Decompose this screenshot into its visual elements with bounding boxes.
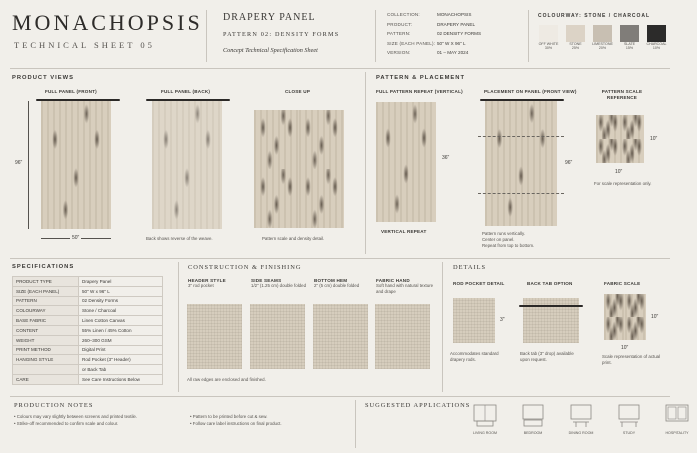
construction-bottom-hem: BOTTOM HEM 2" (5 cm) double folded <box>314 278 360 288</box>
info-row: COLLECTION: MONACHOPSIS <box>387 12 472 17</box>
section-divider <box>355 400 356 448</box>
app-study: STUDY <box>612 404 646 435</box>
spec-row: or Back Tab <box>13 365 163 375</box>
front-panel-image <box>41 101 111 229</box>
app-dining-room: DINING ROOM <box>564 404 598 435</box>
scale-reference-image <box>596 115 644 163</box>
swatch-limestone: LIMESTONE 20% <box>589 25 616 50</box>
specifications-title: SPECIFICATIONS <box>12 264 75 270</box>
brand-subtitle: TECHNICAL SHEET 05 <box>14 40 155 50</box>
fabric-scale-width: 10" <box>621 345 629 351</box>
info-row: VERSION: 01 – MAY 2024 <box>387 50 469 55</box>
info-row: PRODUCT: DRAPERY PANEL <box>387 21 476 27</box>
spec-row: PRODUCT TYPE Drapery Panel <box>13 277 163 287</box>
spec-row: WEIGHT 260–300 GSM <box>13 335 163 345</box>
app-hospitality: HOSPITALITY <box>660 404 694 435</box>
pattern-line: PATTERN 02: DENSITY FORMS <box>223 31 340 38</box>
section-divider <box>178 262 179 392</box>
app-living-room: LIVING ROOM <box>468 404 502 435</box>
bottom-hem-image <box>313 304 368 369</box>
repeat-dimension: 36" <box>442 155 450 161</box>
rod-pocket-dimension: 3" <box>500 317 505 323</box>
spec-row: CONTENT 55% Linen / 45% Cotton <box>13 325 163 335</box>
dining-room-icon <box>568 404 594 428</box>
swatch-chip <box>539 25 558 42</box>
swatch-off-white: OFF WHITE 30% <box>535 25 562 50</box>
back-label: FULL PANEL (BACK) <box>161 89 211 94</box>
app-bedroom: BEDROOM <box>516 404 550 435</box>
fabric-hand-image <box>375 304 430 369</box>
product-info <box>387 12 527 60</box>
placement-panel-image <box>485 101 557 226</box>
construction-footer: All raw edges are enclosed and finished. <box>187 377 266 382</box>
header-style-image <box>187 304 242 369</box>
width-dimension: 50" <box>72 235 80 241</box>
vertical-repeat-label: VERTICAL REPEAT <box>381 229 427 234</box>
note-item: • Strike-off recommended to confirm scale and colour. <box>14 421 119 427</box>
placement-notes: Pattern runs vertically. Center on panel. Repeat from top to bottom. <box>482 231 535 248</box>
header-rule <box>10 68 670 69</box>
section-rule <box>10 396 670 397</box>
header-divider-2 <box>375 10 376 62</box>
construction-fabric-hand: FABRIC HAND Soft hand with natural texture and drape <box>376 278 434 294</box>
bedroom-icon <box>520 404 546 428</box>
production-notes-title: PRODUCTION NOTES <box>14 402 94 409</box>
rod-pocket-title: ROD POCKET DETAIL <box>453 281 505 286</box>
production-notes-right <box>190 413 282 428</box>
swatch-chip <box>593 25 612 42</box>
back-tab-caption: Back tab (3" drop) available upon request. <box>520 351 574 362</box>
front-label: FULL PANEL (FRONT) <box>45 89 97 94</box>
fabric-scale-image <box>604 294 646 340</box>
closeup-caption: Pattern scale and density detail. <box>262 236 325 241</box>
height-dimension-line <box>28 101 29 229</box>
repeat-image <box>376 102 436 222</box>
scale-width: 10" <box>615 169 623 175</box>
scale-height: 10" <box>650 136 658 142</box>
swatch-charcoal: CHARCOAL 10% <box>643 25 670 50</box>
product-title: DRAPERY PANEL <box>223 12 316 23</box>
spec-row: COLOURWAY Stone / Charcoal <box>13 306 163 316</box>
rod-pocket-caption: Accommodates standard drapery rods. <box>450 351 499 362</box>
spec-row: PATTERN 02 Density Forms <box>13 296 163 306</box>
details-title: DETAILS <box>453 264 487 271</box>
info-row: SIZE (EACH PANEL): 50" W X 96" L <box>387 40 466 46</box>
suggested-title: SUGGESTED APPLICATIONS <box>365 402 471 409</box>
back-panel-image <box>152 101 222 229</box>
back-tab-title: BACK TAB OPTION <box>527 281 573 286</box>
section-divider <box>365 72 366 254</box>
swatch-chip <box>566 25 585 42</box>
spec-row: PRINT METHOD Digital Print <box>13 345 163 355</box>
swatch-stone: STONE 25% <box>562 25 589 50</box>
swatch-slate: SLATE 15% <box>616 25 643 50</box>
spec-row: BASE FABRIC Linen Cotton Canvas <box>13 316 163 326</box>
scale-label: PATTERN SCALE REFERENCE <box>601 89 643 100</box>
repeat-guide-line <box>478 193 564 194</box>
fabric-scale-caption: Scale representation of actual print. <box>602 354 661 365</box>
swatch-chip <box>647 25 666 42</box>
panel-dimension: 96" <box>565 160 573 166</box>
note-item: • Follow care label instructions on final product. <box>190 421 282 427</box>
close-label: CLOSE UP <box>285 89 311 94</box>
spec-row: CARE See Care Instructions Below <box>13 374 163 384</box>
brand-name: MONACHOPSIS <box>12 10 203 35</box>
production-notes-left <box>14 413 137 428</box>
swatch-chip <box>620 25 639 42</box>
colourway-title: COLOURWAY: STONE / CHARCOAL <box>538 13 651 19</box>
rod-pocket-image <box>453 298 495 343</box>
header-divider <box>206 10 207 62</box>
colourway-swatches <box>535 25 670 50</box>
section-divider <box>442 262 443 392</box>
height-dimension: 96" <box>15 160 23 166</box>
side-seams-image <box>250 304 305 369</box>
fabric-scale-height: 10" <box>651 314 659 320</box>
fabric-scale-title: FABRIC SCALE <box>604 281 641 286</box>
placement-label: PLACEMENT ON PANEL (FRONT VIEW) <box>484 89 577 94</box>
spec-row: SIZE (EACH PANEL) 50" W x 96" L <box>13 286 163 296</box>
back-caption: Back shows reverse of the weave. <box>146 236 213 241</box>
study-icon <box>616 404 642 428</box>
note-item: • Pattern to be printed before cut & sew. <box>190 414 268 419</box>
construction-side-seams: SIDE SEAMS 1/2" (1.25 cm) double folded <box>251 278 307 288</box>
curtain-rod <box>519 305 583 307</box>
product-views-title: PRODUCT VIEWS <box>12 75 74 81</box>
hospitality-icon <box>664 404 690 428</box>
living-room-icon <box>472 404 498 428</box>
header-divider-3 <box>528 10 529 62</box>
specifications-table <box>12 276 163 385</box>
pattern-placement-title: PATTERN & PLACEMENT <box>376 75 465 81</box>
construction-header: HEADER STYLE 3" rod pocket <box>188 278 226 288</box>
repeat-label: FULL PATTERN REPEAT (VERTICAL) <box>376 89 463 94</box>
construction-title: CONSTRUCTION & FINISHING <box>188 264 302 271</box>
section-rule <box>10 258 670 259</box>
concept-line: Concept Technical Specification Sheet <box>223 47 318 54</box>
applications-list <box>468 404 694 435</box>
spec-row: HANGING STYLE Rod Pocket (3" Header) <box>13 355 163 365</box>
info-row: PATTERN: 02 DENSITY FORMS <box>387 31 482 36</box>
repeat-guide-line <box>478 136 564 137</box>
scale-note: For scale representation only. <box>594 181 652 186</box>
closeup-image <box>254 110 344 228</box>
note-item: • Colours may vary slightly between screens and printed textile. <box>14 414 138 419</box>
